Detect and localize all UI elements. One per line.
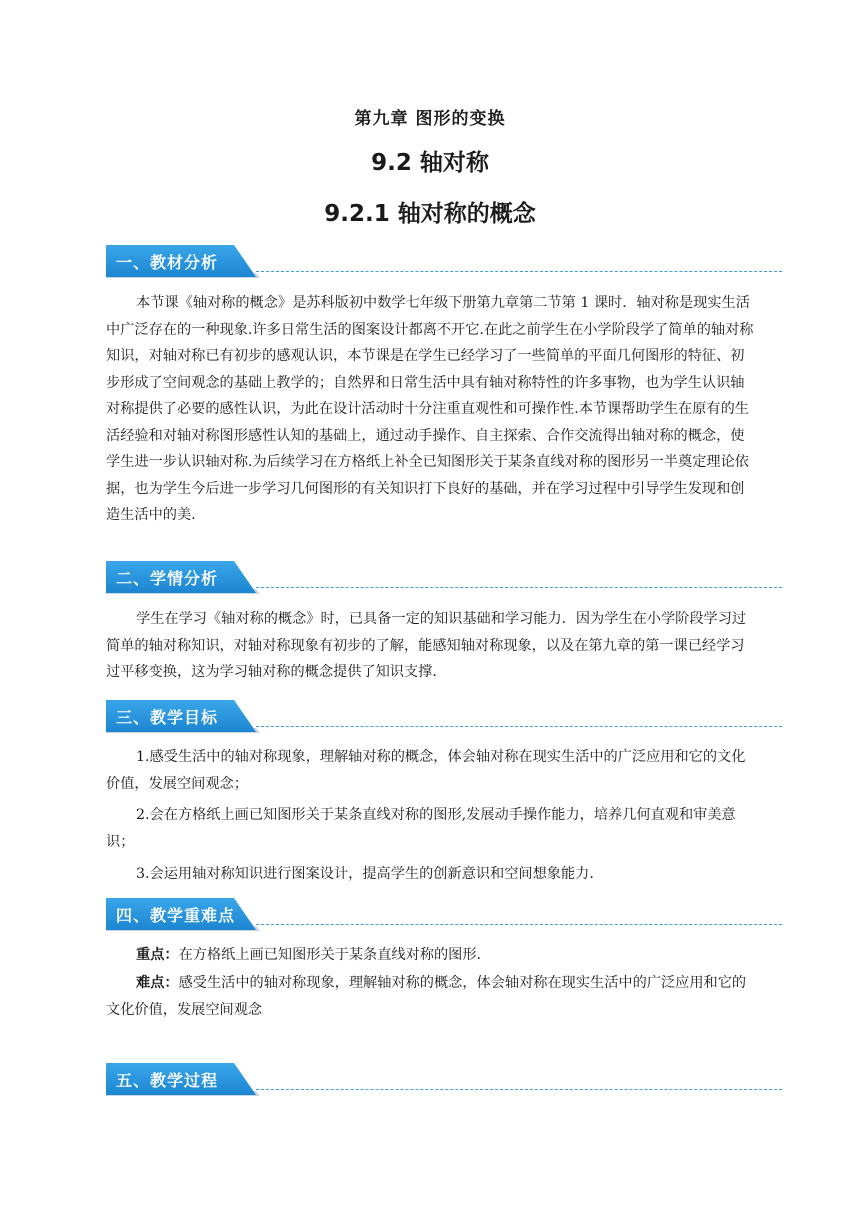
section-heading: 一、教材分析 xyxy=(116,253,219,272)
section-header-student-analysis xyxy=(106,561,782,595)
difficult-point xyxy=(106,970,758,1023)
section-header-teaching-process xyxy=(106,1063,782,1097)
goal-item: 3.会运用轴对称知识进行图案设计，提高学生的创新意识和空间想象能力. xyxy=(136,866,594,882)
section-heading: 二、学情分析 xyxy=(116,569,219,588)
key-point-label: 重点： xyxy=(136,947,179,963)
section-header-key-difficult xyxy=(106,898,782,932)
section-heading: 三、教学目标 xyxy=(116,708,219,727)
difficult-point-label: 难点： xyxy=(136,975,179,991)
paragraph: 本节课《轴对称的概念》是苏科版初中数学七年级下册第九章第二节第 1 课时．轴对称是现实生活中广泛存在的一种现象.许多日常生活的图案设计都离不开它.在此之前学生在小学阶段学了简单的轴对称知识，对轴对称已有初步的感观认识，本节课是在学生已经学习了一些简单的平面几何图形的特征、初步形成了空间观念的基础上教学的；自然界和日常生活中具有轴对称特性的许多事物，也为学生认识轴对称提供了必要的感性认识，为此在设计活动时十分注重直观性和可操作性.本节课帮助学生在原有的生活经验和对轴对称图形感性认知的基础上，通过动手操作、自主探索、合作交流得出轴对称的概念，使学生进一步认识轴对称.为后续学习在方格纸上补全已知图形关于某条直线对称的图形另一半奠定理论依据，也为学生今后进一步学习几何图形的有关知识打下良好的基础，并在学习过程中引导学生发现和创造生活中的美. xyxy=(106,295,754,523)
chapter-title: 第九章 图形的变换 xyxy=(354,109,506,129)
section-title: 9.2 轴对称 xyxy=(371,150,489,176)
key-point-text: 在方格纸上画已知图形关于某条直线对称的图形. xyxy=(178,947,482,963)
key-point xyxy=(106,942,758,969)
section-header-teaching-goals xyxy=(106,700,782,734)
section-heading: 五、教学过程 xyxy=(116,1071,219,1090)
subsection-title: 9.2.1 轴对称的概念 xyxy=(324,201,536,227)
section-header-textbook-analysis xyxy=(106,245,782,279)
dashed-divider xyxy=(256,924,782,925)
difficult-point-text: 感受生活中的轴对称现象，理解轴对称的概念，体会轴对称在现实生活中的广泛应用和它的文化价值，发展空间观念 xyxy=(106,975,747,1018)
section-heading: 四、教学重难点 xyxy=(116,906,236,925)
goal-item: 1.感受生活中的轴对称现象，理解轴对称的概念，体会轴对称在现实生活中的广泛应用和它的文化价值，发展空间观念； xyxy=(106,749,746,792)
dashed-divider xyxy=(256,1089,782,1090)
goal-item: 2.会在方格纸上画已知图形关于某条直线对称的图形,发展动手操作能力，培养几何直观和审美意识； xyxy=(106,807,736,850)
dashed-divider xyxy=(256,587,782,588)
dashed-divider xyxy=(256,726,782,727)
dashed-divider xyxy=(256,271,782,272)
paragraph: 学生在学习《轴对称的概念》时，已具备一定的知识基础和学习能力．因为学生在小学阶段学习过简单的轴对称知识，对轴对称现象有初步的了解，能感知轴对称现象，以及在第九章的第一课已经学习过平移变换，这为学习轴对称的概念提供了知识支撑． xyxy=(106,611,747,680)
